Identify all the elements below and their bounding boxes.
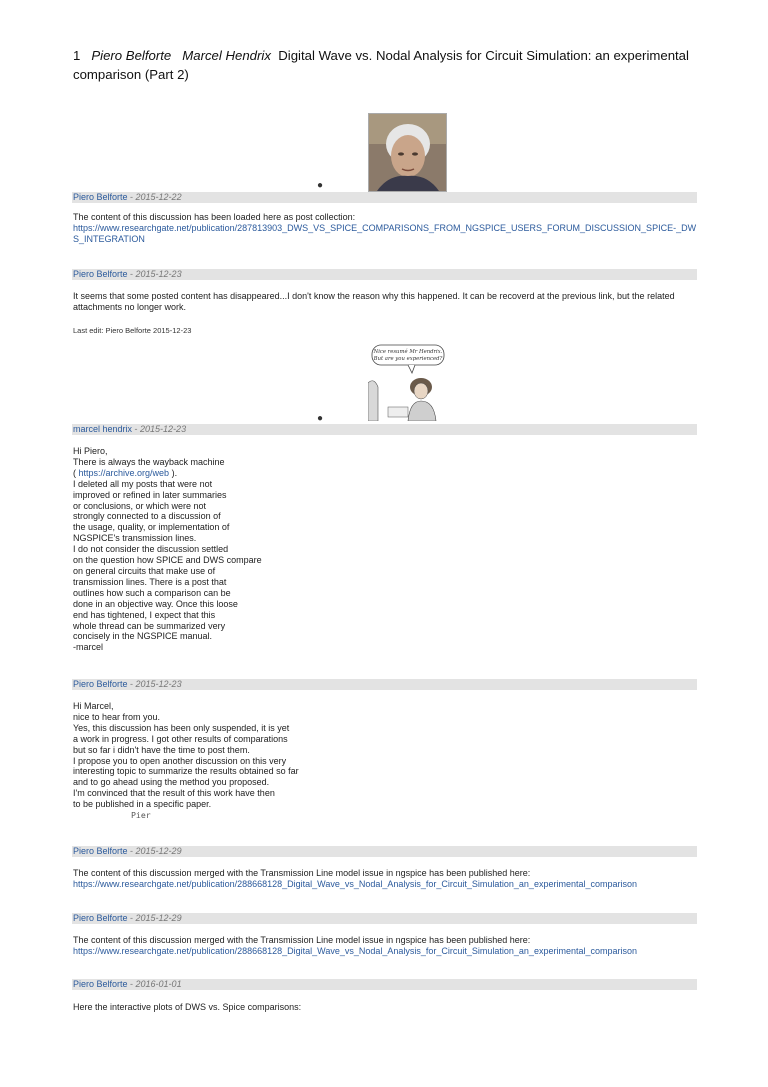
post-text: whole thread can be summarized very bbox=[73, 620, 226, 631]
post-body bbox=[73, 1002, 698, 1013]
post-text: Hi Marcel, bbox=[73, 701, 114, 711]
post-body bbox=[73, 212, 698, 245]
cartoon-bubble-line-1: Nice resumé Mr Hendrix. bbox=[373, 349, 443, 355]
post-date: 2015-12-29 bbox=[135, 846, 182, 856]
post-author[interactable]: marcel hendrix bbox=[73, 424, 133, 434]
post-text: done in an objective way. Once this loose bbox=[73, 598, 238, 609]
title-author-1: Piero Belforte bbox=[91, 48, 172, 63]
post-text: I'm convinced that the result of this work have then bbox=[73, 788, 275, 799]
post-text: I do not consider the discussion settled bbox=[73, 544, 229, 555]
post-text: or conclusions, or which were not bbox=[73, 500, 207, 511]
post-header: Piero Belforte - 2015-12-29 bbox=[72, 846, 697, 857]
post-header: Piero Belforte - 2015-12-29 bbox=[72, 913, 697, 924]
post-link[interactable]: https://www.researchgate.net/publication/288668128_Digital_Wave_vs_Nodal_Analysis_for_Circuit_Simulation_an_experimental_comparison bbox=[73, 878, 637, 889]
post-text bbox=[73, 468, 698, 479]
post-text: nice to hear from you. bbox=[73, 711, 161, 722]
post-text: interesting topic to summarize the results obtained so far bbox=[73, 766, 299, 777]
post-text: a work in progress. I got other results of comparations bbox=[73, 733, 288, 744]
post-text: The content of this discussion has been loaded here as post collection: bbox=[73, 212, 356, 222]
post-text: to be published in a specific paper. bbox=[73, 799, 212, 810]
list-bullet: ● bbox=[317, 180, 324, 191]
post-author[interactable]: Piero Belforte bbox=[73, 846, 128, 856]
list-bullet: ● bbox=[317, 413, 324, 424]
post-text: The content of this discussion merged with the Transmission Line model issue in ngspice has been published here: bbox=[73, 868, 531, 878]
post-header: Piero Belforte - 2015-12-23 bbox=[72, 269, 697, 280]
post-author[interactable]: Piero Belforte bbox=[73, 679, 128, 689]
post-text: transmission lines. There is a post that bbox=[73, 576, 227, 587]
post-text: end has tightened, I expect that this bbox=[73, 609, 216, 620]
post-header: Piero Belforte - 2015-12-22 bbox=[72, 192, 697, 203]
post-text: -marcel bbox=[73, 642, 104, 653]
post-text: Here the interactive plots of DWS vs. Spice comparisons: bbox=[73, 1002, 302, 1012]
cartoon-bubble-line-2: But are you experienced? bbox=[373, 356, 443, 362]
post-text: but so far i didn't have the time to post them. bbox=[73, 744, 250, 755]
post-author[interactable]: Piero Belforte bbox=[73, 913, 128, 923]
post-date: 2016-01-01 bbox=[135, 979, 182, 989]
post-text: Yes, this discussion has been only suspended, it is yet bbox=[73, 722, 290, 733]
post-text: The content of this discussion merged with the Transmission Line model issue in ngspice has been published here: bbox=[73, 935, 531, 945]
post-header: marcel hendrix - 2015-12-23 bbox=[72, 424, 697, 435]
post-text: improved or refined in later summaries bbox=[73, 489, 227, 500]
post-body bbox=[73, 701, 698, 821]
post-author[interactable]: Piero Belforte bbox=[73, 192, 128, 202]
post-date: 2015-12-23 bbox=[135, 269, 182, 279]
last-edit-note: Last edit: Piero Belforte 2015-12-23 bbox=[73, 326, 192, 335]
cartoon-image-icon bbox=[368, 343, 446, 421]
post-date: 2015-12-23 bbox=[140, 424, 187, 434]
avatar-cartoon bbox=[368, 343, 446, 421]
post-text: concisely in the NGSPICE manual. bbox=[73, 631, 213, 642]
post-text: Hi Piero, bbox=[73, 446, 108, 456]
post-body bbox=[73, 446, 698, 653]
post-date: 2015-12-22 bbox=[135, 192, 182, 202]
post-body bbox=[73, 868, 698, 890]
post-text: on general circuits that make use of bbox=[73, 565, 216, 576]
title-text: Digital Wave vs. Nodal Analysis for Circuit Simulation: an experimental comparison (Part 2) bbox=[73, 48, 689, 82]
document-title bbox=[73, 46, 703, 84]
title-author-2: Marcel Hendrix bbox=[182, 48, 271, 63]
post-text: outlines how such a comparison can be bbox=[73, 587, 231, 598]
portrait-photo-icon bbox=[369, 114, 446, 191]
avatar-photo-piero bbox=[368, 113, 447, 192]
paren-open: ( bbox=[73, 467, 76, 478]
post-text: I deleted all my posts that were not bbox=[73, 478, 213, 489]
post-link[interactable]: https://www.researchgate.net/publication/288668128_Digital_Wave_vs_Nodal_Analysis_for_Circuit_Simulation_an_experimental_comparison bbox=[73, 945, 637, 956]
post-text: I propose you to open another discussion on this very bbox=[73, 755, 287, 766]
post-date: 2015-12-29 bbox=[135, 913, 182, 923]
post-header: Piero Belforte - 2016-01-01 bbox=[72, 979, 697, 990]
paren-close: ). bbox=[171, 467, 178, 478]
post-signature: Pier bbox=[131, 810, 151, 821]
post-text: NGSPICE's transmission lines. bbox=[73, 533, 197, 544]
post-author[interactable]: Piero Belforte bbox=[73, 979, 128, 989]
title-number: 1 bbox=[73, 48, 81, 63]
post-text: There is always the wayback machine bbox=[73, 456, 225, 467]
post-author[interactable]: Piero Belforte bbox=[73, 269, 128, 279]
post-header: Piero Belforte - 2015-12-23 bbox=[72, 679, 697, 690]
post-text: and to go ahead using the method you proposed. bbox=[73, 777, 270, 788]
post-body bbox=[73, 291, 698, 313]
post-text: strongly connected to a discussion of bbox=[73, 511, 221, 522]
post-body bbox=[73, 935, 698, 957]
post-text: It seems that some posted content has disappeared...I don't know the reason why this happened. It can be recoverd at the previous link, but the related attachments no longer work. bbox=[73, 291, 675, 312]
post-text: the usage, quality, or implementation of bbox=[73, 522, 230, 533]
post-date: 2015-12-23 bbox=[135, 679, 182, 689]
post-link[interactable]: https://www.researchgate.net/publication/287813903_DWS_VS_SPICE_COMPARISONS_FROM_NGSPICE_USERS_FORUM_DISCUSSION_SPICE-_DWS_INTEGRATION bbox=[73, 222, 697, 244]
post-text: on the question how SPICE and DWS compare bbox=[73, 555, 262, 566]
wayback-link[interactable]: https://archive.org/web bbox=[78, 467, 170, 478]
